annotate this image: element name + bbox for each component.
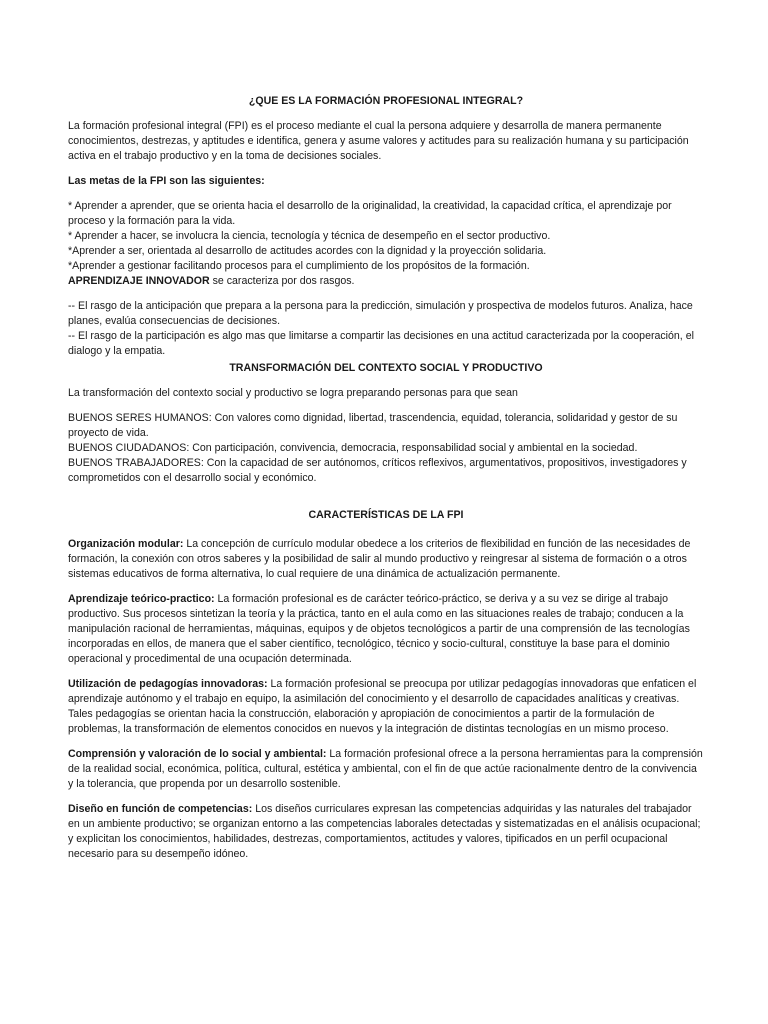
title-que-es-fpi: ¿QUE ES LA FORMACIÓN PROFESIONAL INTEGRAL? (248, 95, 524, 107)
caracteristica-text: La concepción de currículo modular obedece a los criterios de flexibilidad en función de las necesidades de formación, la conexión con otros saberes y la posibilidad de salir al mundo productivo y reingresar al sistema de formación o a otros sistemas educativos de forma alternativa, lo cual requiere de una dinámica de actualización permanente. (68, 538, 691, 580)
caracteristica-paragraph (68, 802, 704, 862)
caracteristica-paragraph (68, 537, 704, 582)
buenos-item: BUENOS SERES HUMANOS: Con valores como dignidad, libertad, trascendencia, equidad, tolerancia, solidaridad y gestor de su proyecto de vida. (68, 412, 678, 439)
innovador-label: APRENDIZAJE INNOVADOR (68, 275, 210, 287)
rasgos-list (68, 299, 704, 359)
meta-item: * Aprender a hacer, se involucra la ciencia, tecnología y técnica de desempeño en el sector productivo. (68, 230, 551, 242)
caracteristica-label: Utilización de pedagogías innovadoras: (68, 678, 268, 690)
caracteristica-text: La formación profesional ofrece a la persona herramientas para la comprensión de la realidad social, económica, política, cultural, estética y ambiental, con el fin de que actúe racionalmente dentro de la convivencia y la tolerancia, que propenda por un desarrollo sostenible. (68, 748, 703, 790)
document-body (68, 94, 704, 862)
rasgo-item: -- El rasgo de la anticipación que prepara a la persona para la predicción, simulación y prospectiva de modelos futuros. Analiza, hace planes, evalúa consecuencias de decisiones. (68, 300, 693, 327)
meta-item: * Aprender a aprender, que se orienta hacia el desarrollo de la originalidad, la creatividad, la capacidad crítica, el aprendizaje por proceso y la formación para la vida. (68, 200, 672, 227)
buenos-list (68, 411, 704, 486)
buenos-item: BUENOS TRABAJADORES: Con la capacidad de ser autónomos, críticos reflexivos, argumentativos, propositivos, investigadores y comprometidos con el desarrollo social y económico. (68, 457, 687, 484)
caracteristica-label: Diseño en función de competencias: (68, 803, 253, 815)
meta-item: *Aprender a gestionar facilitando procesos para el cumplimiento de los propósitos de la formación. (68, 260, 530, 272)
buenos-item: BUENOS CIUDADANOS: Con participación, convivencia, democracia, responsabilidad social y ambiental en la sociedad. (68, 442, 638, 454)
intro-paragraph: La formación profesional integral (FPI) es el proceso mediante el cual la persona adquiere y desarrolla de manera permanente conocimientos, destrezas, y aptitudes e identifica, genera y asume valores y actitudes para su realización humana y su participación activa en el trabajo productivo y en la toma de decisiones sociales. (68, 120, 689, 162)
rasgo-item: -- El rasgo de la participación es algo mas que limitarse a compartir las decisiones en una actitud caracterizada por la cooperación, el dialogo y la empatia. (68, 330, 694, 357)
title-caracteristicas: CARACTERÍSTICAS DE LA FPI (308, 509, 464, 521)
caracteristica-paragraph (68, 592, 704, 667)
transformacion-paragraph: La transformación del contexto social y productivo se logra preparando personas para que sean (68, 387, 518, 399)
metas-list (68, 199, 704, 289)
title-transformacion: TRANSFORMACIÓN DEL CONTEXTO SOCIAL Y PRODUCTIVO (229, 362, 543, 374)
caracteristica-label: Aprendizaje teórico-practico: (68, 593, 215, 605)
caracteristica-label: Organización modular: (68, 538, 184, 550)
innovador-text: se caracteriza por dos rasgos. (209, 275, 355, 287)
meta-item: *Aprender a ser, orientada al desarrollo de actitudes acordes con la dignidad y la proyección solidaria. (68, 245, 547, 257)
caracteristica-paragraph (68, 747, 704, 792)
caracteristica-text: La formación profesional es de carácter teórico-práctico, se deriva y a su vez se dirige al trabajo productivo. Sus procesos sintetizan la teoría y la práctica, tanto en el aula como en las situaciones reales de trabajo; conducen a la manipulación racional de herramientas, máquinas, equipos y de objetos tecnológicos a partir de una comprensión de las tecnologías incorporadas en ellos, de manera que el saber científico, tecnológico, técnico y socio-cultural, constituye la base para el dominio operacional y procedimental de una ocupación determinada. (68, 593, 690, 665)
caracteristica-text: La formación profesional se preocupa por utilizar pedagogías innovadoras que enfaticen el aprendizaje autónomo y el trabajo en equipo, la asimilación del conocimiento y el desarrollo de capacidades analíticas y creativas. Tales pedagogías se orientan hacia la construcción, elaboración y apropiación de conocimientos a partir de la formulación de problemas, la transformación de elementos conocidos en nuevos y la integración de distintas tecnologías en un mismo proceso. (68, 678, 697, 735)
caracteristica-text: Los diseños curriculares expresan las competencias adquiridas y las naturales del trabajador en un ambiente productivo; se organizan entorno a las competencias laborales detectadas y sistematizadas en el análisis ocupacional; y explicitan los conocimientos, habilidades, destrezas, comportamientos, actitudes y valores, tipificados en un perfil ocupacional necesario para su desempeño idóneo. (68, 803, 701, 860)
caracteristica-label: Comprensión y valoración de lo social y ambiental: (68, 748, 327, 760)
innovador-line (68, 274, 704, 289)
metas-heading: Las metas de la FPI son las siguientes: (68, 175, 265, 187)
caracteristica-paragraph (68, 677, 704, 737)
